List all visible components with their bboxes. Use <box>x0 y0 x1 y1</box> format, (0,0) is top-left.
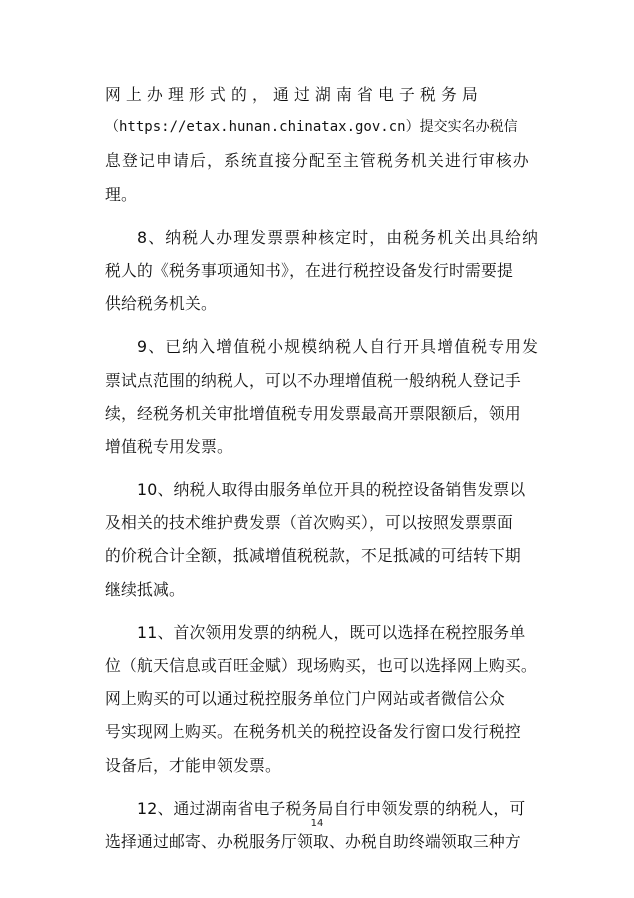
page-number: 14 <box>310 818 324 829</box>
text-line-content: 11、首次领用发票的纳税人，既可以选择在税控服务单 <box>137 622 526 642</box>
text-line <box>105 330 540 363</box>
text-line: 继续抵减。 <box>105 579 185 599</box>
text-line: 选择通过邮寄、办税服务厅领取、办税自助终端领取三种方 <box>105 831 521 851</box>
text-line: 的价税合计全额，抵减增值税税款，不足抵减的可结转下期 <box>105 546 521 566</box>
text-line: 号实现网上购买。在税务机关的税控设备发行窗口发行税控 <box>105 722 521 742</box>
text-line: 及相关的技术维护费发票（首次购买），可以按照发票票面 <box>105 513 514 533</box>
paragraph-item-11 <box>105 616 535 782</box>
paragraph-item-9 <box>105 330 540 463</box>
text-line <box>105 473 535 506</box>
paragraph-item-8 <box>105 221 540 321</box>
text-line-url: （https://etax.hunan.chinatax.gov.cn）提交实名办税信 <box>105 119 518 136</box>
text-line <box>105 221 540 254</box>
text-line-content: 12、通过湖南省电子税务局自行申领发票的纳税人，可 <box>137 798 526 818</box>
paragraph-online-registration <box>105 78 535 211</box>
text-line: 网上购买的可以通过税控服务单位门户网站或者微信公众 <box>105 689 505 709</box>
text-line: 设备后，才能申领发票。 <box>105 755 281 775</box>
text-line: 续，经税务机关审批增值税专用发票最高开票限额后，领用 <box>105 403 521 423</box>
text-line-content: 9、已纳入增值税小规模纳税人自行开具增值税专用发 <box>137 337 540 357</box>
text-line-content: 10、纳税人取得由服务单位开具的税控设备销售发票以 <box>137 480 526 500</box>
text-line: 网上办理形式的，通过湖南省电子税务局 <box>105 85 483 104</box>
text-line: 位（航天信息或百旺金赋）现场购买，也可以选择网上购买。 <box>105 656 537 675</box>
text-line: 票试点范围的纳税人，可以不办理增值税一般纳税人登记手 <box>105 370 521 390</box>
text-line: 增值税专用发票。 <box>105 436 233 456</box>
text-line: 税人的《税务事项通知书》，在进行税控设备发行时需要提 <box>105 260 514 280</box>
text-line: 供给税务机关。 <box>105 294 217 314</box>
text-line-content: 8、纳税人办理发票票种核定时，由税务机关出具给纳 <box>137 227 540 247</box>
text-line: 息登记申请后，系统直接分配至主管税务机关进行审核办 <box>105 151 530 171</box>
paragraph-item-10 <box>105 473 535 606</box>
document-body <box>105 78 540 868</box>
text-line: 理。 <box>105 184 137 204</box>
text-line <box>105 616 535 649</box>
